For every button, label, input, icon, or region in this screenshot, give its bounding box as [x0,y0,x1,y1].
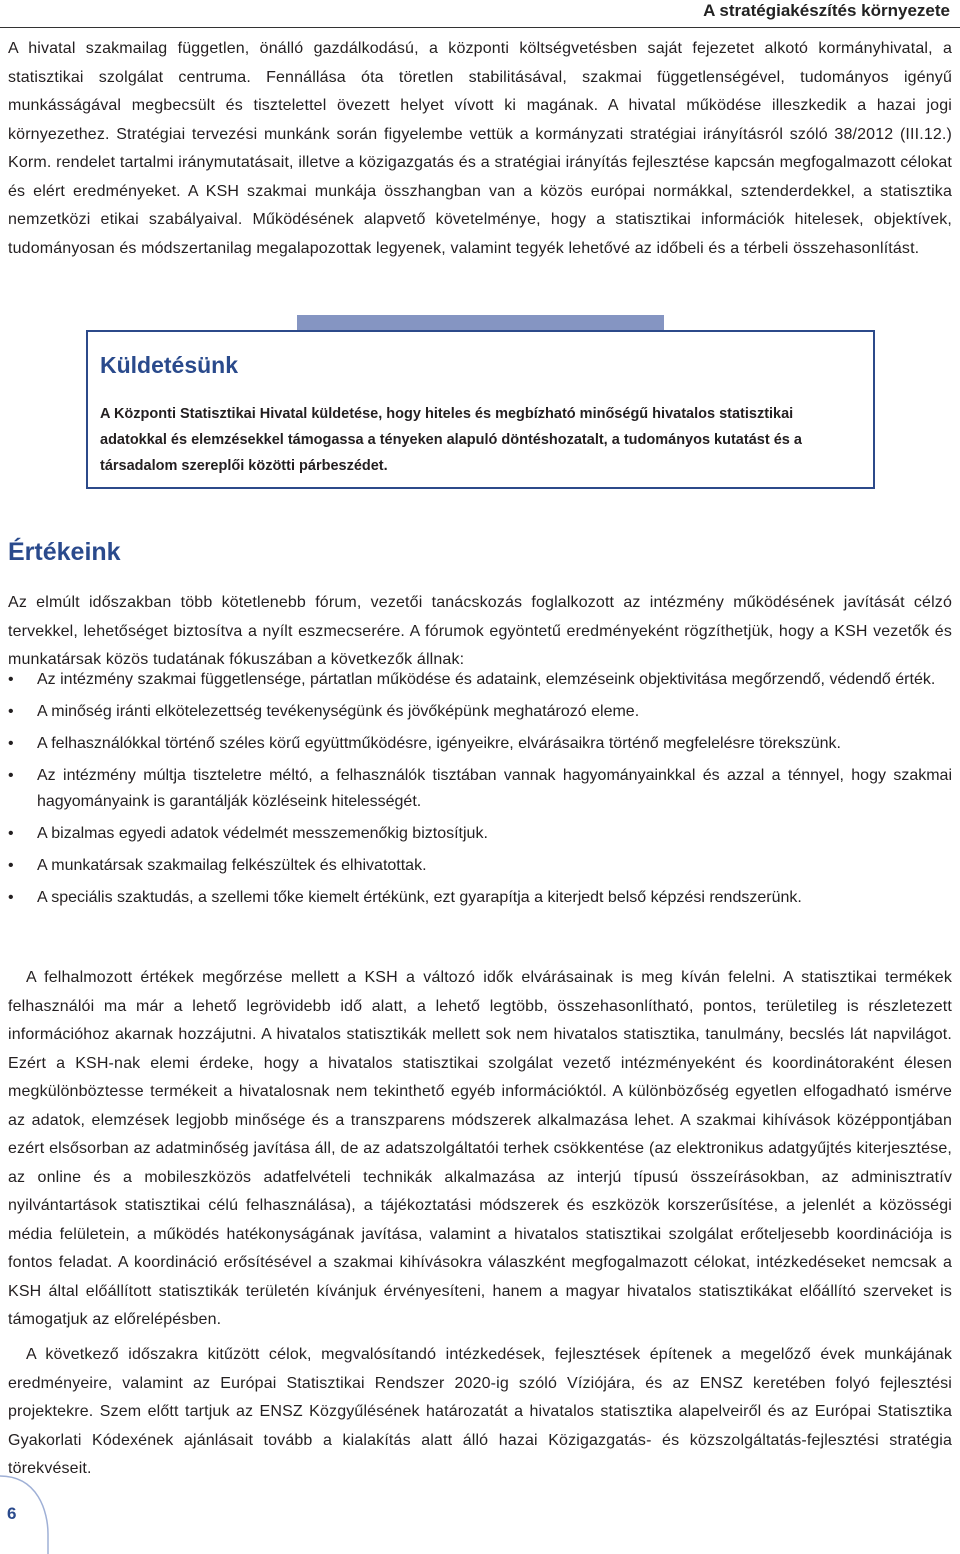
body-paragraph: A felhalmozott értékek megőrzése mellett a KSH a változó idők elvárásainak is meg kíván felelni. A statisztikai termékek felhasználói ma már a lehető legrövidebb idő alatt, a lehető legtöbb, összehasonlítható, pontos, területileg is részletezett információhoz akarnak hozzájutni. A hivatalos statisztikák mellett sok nem hivatalos statisztika, tanulmány, becslés lát napvilágot. Ezért a KSH-nak elemi érdeke, hogy a hivatalos statisztikai szolgálat vezető intézményeként és koordinátoraként élesen megkülönböztesse termékeit a hivatalosnak nem tekinthető egyéb információktól. A különbözőség egyetlen elfogadható ismérve az adatok, elemzések legjobb minősége és a transzparens módszerek alkalmazása lehet. A szakmai kihívások középpontjában ezért elsősorban az adatminőség javítása áll, de az adatszolgáltatói terhek csökkentése (az elektronikus adatgyűjtés kiterjesztése, az online és a mobileszközös adatfelvételi technikák alkalmazása az interjú típusú összeírásokban, az adminisztratív nyilvántartások statisztikai célú felhasználása), a tájékoztatási módszerek és eszközök korszerűsítése, a jelenlét a közösségi média felületein, a működés hatékonyságának javítása, valamint a hivatalos statisztikai szolgálat erőteljesebb koordinációja is fontos feladat. A koordináció erősítésével a szakmai kihívásokra válaszként megfogalmazott célokat, intézkedéseket nemcsak a KSH által előállított statisztikák területén kívánjuk érvényesíteni, hanem a magyar hivatalos statisztikákat előállító szerveket is támogatjuk az előrelépésben. [8,969,952,1328]
list-item-text: A felhasználókkal történő széles körű együttműködésre, igényeikre, elvárásaikra történő megfelelésre törekszünk. [37,735,841,752]
bullet-icon: • [8,857,14,874]
list-item-text: Az intézmény szakmai függetlensége, pártatlan működése és adataink, elemzéseink objektivitása megőrzendő, védendő érték. [37,671,936,688]
body-paragraph: A következő időszakra kitűzött célok, megvalósítandó intézkedések, fejlesztések építenek a megelőző évek munkájának eredményeire, valamint az Európai Statisztikai Rendszer 2020-ig szóló Víziójára, és az ENSZ keretében folyó fejlesztési projektekre. Szem előtt tartjuk az ENSZ Közgyűlésének határozatát a hivatalos statisztika alapelveiről és az Európai Statisztika Gyakorlati Kódexének ajánlásait tovább a kialakítás alatt álló hazai Közigazgatás- és közszolgáltatás-fejlesztési stratégia törekvéseit. [8,1346,952,1477]
bullet-icon: • [8,767,14,784]
bullet-icon: • [8,671,14,688]
list-item-text: A speciális szaktudás, a szellemi tőke kiemelt értékünk, ezt gyarapítja a kiterjedt belső képzési rendszerünk. [37,889,802,906]
page-number: 6 [7,1504,17,1523]
list-item [8,821,952,847]
list-item [8,667,952,693]
mission-text: A Központi Statisztikai Hivatal küldetése, hogy hiteles és megbízható minőségű hivatalos statisztikai adatokkal és elemzésekkel támogassa a tényeken alapuló döntéshozatalt, a tudományos kutatást és a társadalom szereplői közötti párbeszédet. [100,406,802,474]
list-item [8,885,952,911]
list-item-text: A minőség iránti elkötelezettség tevékenységünk és jövőképünk meghatározó eleme. [37,703,640,720]
list-item-text: A munkatársak szakmailag felkészültek és elhivatottak. [37,857,427,874]
mission-box-tab [297,315,664,331]
list-item [8,699,952,725]
running-header: A stratégiakészítés környezete [703,1,950,20]
bullet-icon: • [8,735,14,752]
values-list [8,667,952,917]
bullet-icon: • [8,889,14,906]
bullet-icon: • [8,825,14,842]
mission-title: Küldetésünk [100,352,239,378]
list-item [8,763,952,815]
list-item [8,731,952,757]
list-item-text: Az intézmény múltja tiszteletre méltó, a felhasználók tisztában vannak hagyományainkkal és azzal a ténnyel, hogy szakmai hagyományaink is garantálják közléseink hitelességét. [37,767,952,810]
header-divider [0,27,960,28]
values-heading: Értékeink [8,538,121,566]
list-item-text: A bizalmas egyedi adatok védelmét messzemenőkig biztosítjuk. [37,825,488,842]
mission-box [86,330,875,489]
values-intro-paragraph: Az elmúlt időszakban több kötetlenebb fórum, vezetői tanácskozás foglalkozott az intézmény működésének javítását célzó tervekkel, lehetőséget biztosítva a nyílt eszmecserére. A fórumok egyöntetű eredményeként rögzíthetjük, hogy a KSH vezetők és munkatársak közös tudatának fókuszában a következők állnak: [8,594,952,668]
bullet-icon: • [8,703,14,720]
intro-paragraph: A hivatal szakmailag független, önálló gazdálkodású, a központi költségvetésben saját fejezetet alkotó kormányhivatal, a statisztikai szolgálat centruma. Fennállása óta töretlen stabilitásával, szakmai függetlenségével, tudományos igényű munkásságával megbecsült és tisztelettel övezett helyet vívott ki magának. A hivatal működése illeszkedik a hazai jogi környezethez. Stratégiai tervezési munkánk során figyelembe vettük a kormányzati stratégiai irányításról szóló 38/2012 (III.12.) Korm. rendelet tartalmi iránymutatásait, illetve a közigazgatás és a stratégiai irányítás fejlesztése kapcsán megfogalmazott célokat és elért eredményeket. A KSH szakmai munkája összhangban van a közös európai normákkal, sztenderdekkel, a statisztika nemzetközi etikai szabályaival. Működésének alapvető követelménye, hogy a statisztikai információk hitelesek, objektívek, tudományosan és módszertanilag megalapozottak legyenek, valamint tegyék lehetővé az időbeli és a térbeli összehasonlítást. [8,40,952,257]
list-item [8,853,952,879]
